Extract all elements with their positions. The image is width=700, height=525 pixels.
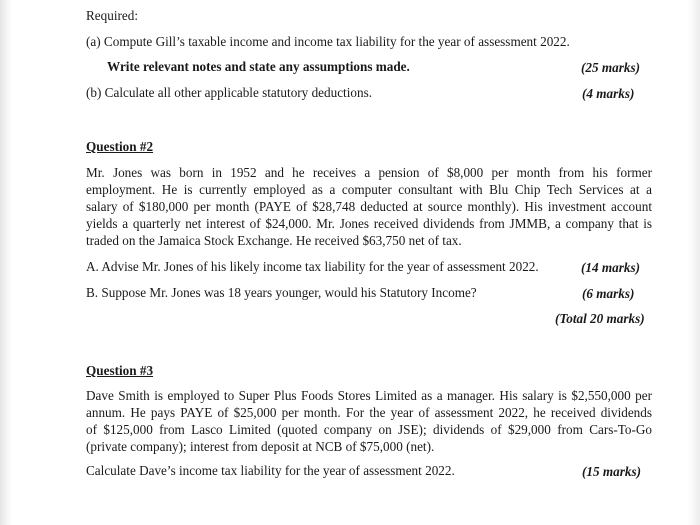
required-item-b: (b) Calculate all other applicable statutory deductions. — [86, 85, 372, 100]
question-2-line: traded on the Jamaica Stock Exchange. He received $63,750 net of tax. — [86, 233, 462, 248]
required-heading: Required: — [86, 8, 139, 23]
question-2-title: Question #2 — [86, 139, 154, 154]
question-2-line: employment. He is currently employed as a computer consultant with Blu Chip Tech Services at a — [86, 182, 652, 197]
question-2-body — [86, 164, 652, 249]
question-2-part-a: A. Advise Mr. Jones of his likely income tax liability for the year of assessment 2022. — [86, 259, 539, 274]
question-2-part-b: B. Suppose Mr. Jones was 18 years younger, would his Statutory Income? — [86, 285, 477, 300]
question-2-line: Mr. Jones was born in 1952 and he receives a pension of $8,000 per month from his former — [86, 165, 652, 180]
required-item-a-marks: (25 marks) — [581, 60, 640, 75]
question-3-line: of $125,000 from Lasco Limited (quoted company on JSE); dividends of $29,000 from Cars-To-Go — [86, 422, 652, 437]
question-3-line: annum. He pays PAYE of $25,000 per month. For the year of assessment 2022, he received dividends — [86, 405, 652, 420]
page-shadow-right — [686, 0, 700, 525]
question-3-task-marks: (15 marks) — [582, 464, 641, 479]
required-item-b-marks: (4 marks) — [582, 86, 635, 101]
question-3-line: (private company); interest from deposit at NCB of $75,000 (net). — [86, 439, 435, 454]
question-3-task: Calculate Dave’s income tax liability for the year of assessment 2022. — [86, 463, 455, 478]
question-2-part-a-marks: (14 marks) — [581, 260, 640, 275]
question-3-line: Dave Smith is employed to Super Plus Foods Stores Limited as a manager. His salary is $2,550,000 per — [86, 388, 652, 403]
question-2-line: yields a quarterly net interest of $24,000. Mr. Jones received dividends from JMMB, a company that is — [86, 216, 652, 231]
question-2-line: salary of $180,000 per month (PAYE of $28,748 deducted at source monthly). His investment account — [86, 199, 652, 214]
question-3-body — [86, 387, 652, 455]
question-2-total-marks: (Total 20 marks) — [555, 311, 645, 326]
question-2-part-b-marks: (6 marks) — [582, 286, 635, 301]
required-item-a: (a) Compute Gill’s taxable income and income tax liability for the year of assessment 2022. — [86, 34, 570, 49]
required-item-a-note: Write relevant notes and state any assumptions made. — [107, 59, 410, 74]
question-3-title: Question #3 — [86, 363, 154, 378]
page-shadow-left — [0, 0, 12, 525]
